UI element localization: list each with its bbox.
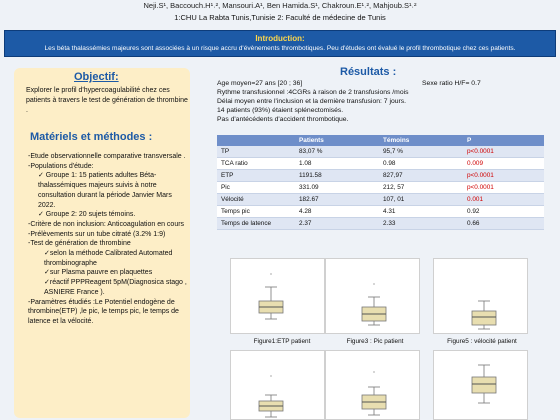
p-cell: p<0.0001 — [463, 146, 544, 158]
figure-1-boxplot — [230, 258, 325, 334]
temoins-cell: 95,7 % — [379, 146, 463, 158]
table-header-cell: P — [463, 135, 544, 146]
affiliation: 1:CHU La Rabta Tunis,Tunisie 2: Faculté de médecine de Tunis — [174, 13, 386, 22]
param-cell: Pic — [217, 182, 295, 194]
param-cell: Vélocité — [217, 194, 295, 206]
resultats-text — [217, 79, 547, 124]
param-cell: ETP — [217, 170, 295, 182]
temoins-cell: 4.31 — [379, 205, 463, 217]
methodes-line: ✓ Groupe 1: 15 patients adultes Béta-thalassémiques majeurs suivis à notre consultation durant la période Janvier Mars 2022. — [38, 172, 172, 209]
methodes-line: ✓sur Plasma pauvre en plaquettes — [44, 269, 153, 277]
authors: Neji.S¹, Baccouch.H¹˒², Mansouri.A¹, Ben Hamida.S¹, Chakroun.E¹˒², Mahjoub.S¹˒² — [143, 1, 417, 10]
resultats-line: Rythme transfusionnel :4CGRs à raison de 2 transfusions /mois — [217, 89, 409, 96]
temoins-cell: 0.98 — [379, 158, 463, 170]
p-cell: 0.92 — [463, 205, 544, 217]
methodes-line: -Test de génération de thrombine — [28, 240, 131, 248]
param-cell: TCA ratio — [217, 158, 295, 170]
patients-cell: 2.37 — [295, 217, 379, 229]
methodes-title: Matériels et méthodes : — [30, 131, 153, 143]
table-header-row — [217, 135, 544, 146]
temoins-cell: 212, 57 — [379, 182, 463, 194]
patients-cell: 331.09 — [295, 182, 379, 194]
temoins-cell: 827,97 — [379, 170, 463, 182]
introduction-title: Introduction: — [255, 34, 305, 43]
temoins-cell: 2.33 — [379, 217, 463, 229]
table-row — [217, 182, 544, 194]
p-cell: 0.66 — [463, 217, 544, 229]
methodes-line: -Populations d'étude: — [28, 162, 94, 170]
figure-1-caption: Figure1:ETP patient — [253, 338, 311, 345]
patients-cell: 83,07 % — [295, 146, 379, 158]
resultats-line: Délai moyen entre l'inclusion et la dernière transfusion: 7 jours. — [217, 98, 407, 105]
left-panel — [14, 68, 190, 418]
methodes-line: ✓ Groupe 2: 20 sujets témoins. — [38, 211, 136, 219]
figure-5-caption: Figure5 : vélocité patient — [447, 338, 517, 345]
objectif-text: Explorer le profil d'hypercoagulabilité chez ces patients à travers le test de génération de thrombine . — [26, 87, 188, 114]
resultats-line: 14 patients (93%) étaient splénectomisés. — [217, 107, 344, 114]
param-cell: Temps de latence — [217, 217, 295, 229]
table-header-cell — [217, 135, 295, 146]
methodes-line: ✓réactif PPPReagent 5pM(Diagnosica stago , ASNIERE France ). — [44, 279, 187, 296]
figure-2-boxplot — [230, 350, 325, 420]
table-row — [217, 146, 544, 158]
figure-3-caption: Figure3 : Pic patient — [346, 338, 404, 345]
methodes-line: -Paramètres étudiés :Le Potentiel endogène de thrombine(ETP) ,le pic, le temps pic, le temps de latence et la vélocité. — [28, 298, 179, 325]
patients-cell: 1191.58 — [295, 170, 379, 182]
introduction-banner — [4, 30, 556, 57]
methodes-content — [28, 152, 190, 327]
table-row — [217, 194, 544, 206]
table-row — [217, 217, 544, 229]
patients-cell: 4.28 — [295, 205, 379, 217]
figure-5-boxplot — [433, 258, 528, 334]
table-row — [217, 205, 544, 217]
p-cell: p<0.0001 — [463, 170, 544, 182]
age-text: Age moyen=27 ans [20 ; 36] — [217, 80, 303, 87]
table-header-cell: Patients — [295, 135, 379, 146]
methodes-line: -Critère de non inclusion: Anticoagulation en cours — [28, 220, 185, 228]
p-cell: 0.009 — [463, 158, 544, 170]
table-row — [217, 170, 544, 182]
p-cell: p<0.0001 — [463, 182, 544, 194]
param-cell: TP — [217, 146, 295, 158]
results-table — [217, 135, 544, 230]
temoins-cell: 107, 01 — [379, 194, 463, 206]
patients-cell: 1.08 — [295, 158, 379, 170]
resultats-title: Résultats : — [340, 66, 397, 78]
introduction-text: Les béta thalassémies majeures sont associées à un risque accru d'évènements thrombotiques. Peu d'études ont évalué le profil thrombotique chez ces patients. — [44, 45, 516, 52]
methodes-line: -Etude observationnelle comparative transversale . — [28, 153, 186, 160]
methodes-line: ✓selon la méthode Calibrated Automated thrombinographe — [44, 250, 173, 267]
figure-4-boxplot — [325, 350, 420, 420]
figure-6-boxplot — [433, 350, 528, 420]
resultats-demographics — [217, 79, 547, 88]
table-header-cell: Témoins — [379, 135, 463, 146]
table-row — [217, 158, 544, 170]
p-cell: 0.001 — [463, 194, 544, 206]
methodes-line: -Prélèvements sur un tube citraté (3.2% 1:9) — [28, 230, 166, 238]
resultats-line: Pas d'antécédents d'accident thrombotique. — [217, 116, 349, 123]
sex-ratio-text: Sexe ratio H/F= 0.7 — [422, 80, 481, 87]
param-cell: Temps pic — [217, 205, 295, 217]
figure-3-boxplot — [325, 258, 420, 334]
objectif-title: Objectif: — [74, 71, 119, 83]
patients-cell: 182.67 — [295, 194, 379, 206]
